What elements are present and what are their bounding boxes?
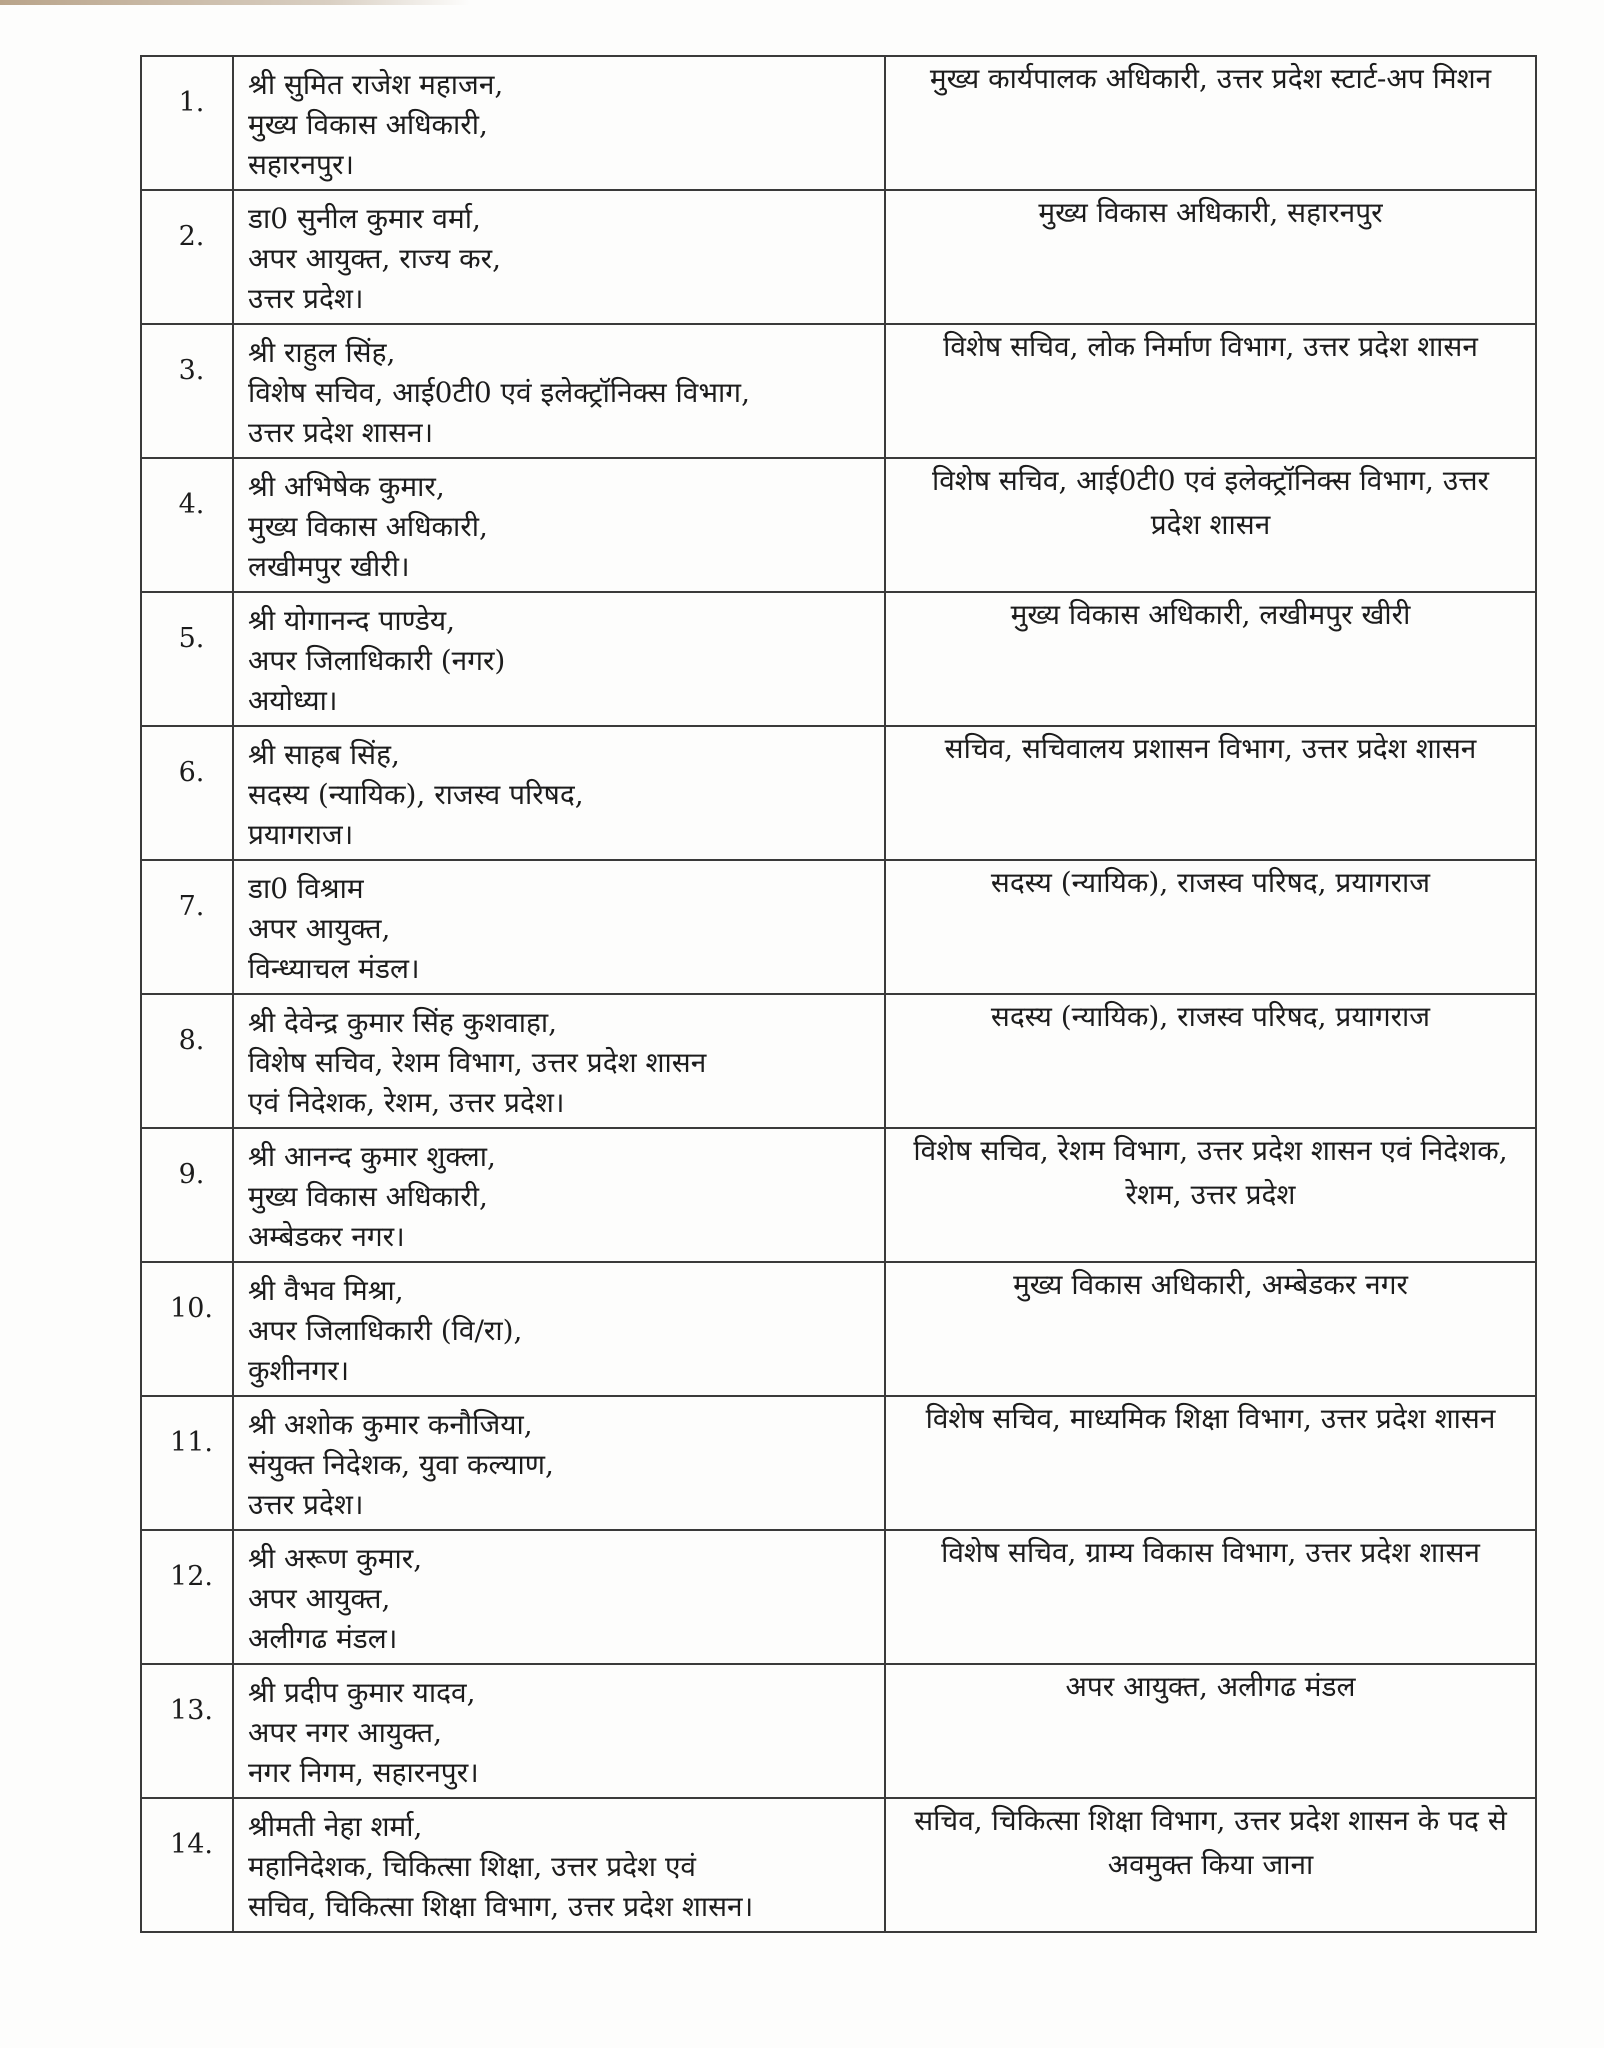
new-posting-cell: मुख्य विकास अधिकारी, सहारनपुर bbox=[885, 190, 1536, 324]
new-posting-cell: अपर आयुक्त, अलीगढ मंडल bbox=[885, 1664, 1536, 1798]
officer-line: सदस्य (न्यायिक), राजस्व परिषद, bbox=[248, 778, 584, 811]
table-row bbox=[141, 726, 1536, 860]
officer-cell bbox=[233, 994, 885, 1128]
officer-line: अपर जिलाधिकारी (नगर) bbox=[248, 644, 506, 677]
officer-line: अपर आयुक्त, राज्य कर, bbox=[248, 242, 501, 275]
officer-line: कुशीनगर। bbox=[248, 1354, 350, 1387]
officer-cell bbox=[233, 190, 885, 324]
officer-line: श्री अरूण कुमार, bbox=[248, 1542, 423, 1575]
officer-line: श्री अभिषेक कुमार, bbox=[248, 470, 445, 503]
officer-line: लखीमपुर खीरी। bbox=[248, 550, 410, 583]
officer-line: श्री साहब सिंह, bbox=[248, 738, 400, 771]
serial-number: 3. bbox=[141, 324, 233, 458]
officer-line: विशेष सचिव, आई0टी0 एवं इलेक्ट्रॉनिक्स विभाग, bbox=[248, 376, 750, 409]
officer-line: श्रीमती नेहा शर्मा, bbox=[248, 1810, 423, 1843]
table-row bbox=[141, 56, 1536, 190]
officer-line: अपर नगर आयुक्त, bbox=[248, 1716, 443, 1749]
new-posting-cell: मुख्य विकास अधिकारी, लखीमपुर खीरी bbox=[885, 592, 1536, 726]
new-posting-cell: मुख्य कार्यपालक अधिकारी, उत्तर प्रदेश स्टार्ट-अप मिशन bbox=[885, 56, 1536, 190]
officer-line: अम्बेडकर नगर। bbox=[248, 1220, 405, 1253]
officer-cell bbox=[233, 1262, 885, 1396]
officer-line: श्री अशोक कुमार कनौजिया, bbox=[248, 1408, 533, 1441]
officer-line: उत्तर प्रदेश। bbox=[248, 1488, 364, 1521]
new-posting-cell: मुख्य विकास अधिकारी, अम्बेडकर नगर bbox=[885, 1262, 1536, 1396]
officer-line: विन्ध्याचल मंडल। bbox=[248, 952, 420, 985]
officer-line: श्री योगानन्द पाण्डेय, bbox=[248, 604, 456, 637]
table-row bbox=[141, 592, 1536, 726]
serial-number: 4. bbox=[141, 458, 233, 592]
officer-line: श्री प्रदीप कुमार यादव, bbox=[248, 1676, 476, 1709]
officer-line: अयोध्या। bbox=[248, 684, 338, 717]
officer-line: उत्तर प्रदेश। bbox=[248, 282, 364, 315]
new-posting-cell: सचिव, चिकित्सा शिक्षा विभाग, उत्तर प्रदेश शासन के पद से अवमुक्त किया जाना bbox=[885, 1798, 1536, 1932]
officer-cell bbox=[233, 1530, 885, 1664]
officer-line: महानिदेशक, चिकित्सा शिक्षा, उत्तर प्रदेश एवं bbox=[248, 1850, 697, 1883]
table-row bbox=[141, 1530, 1536, 1664]
new-posting-cell: सदस्य (न्यायिक), राजस्व परिषद, प्रयागराज bbox=[885, 994, 1536, 1128]
officer-line: डा0 सुनील कुमार वर्मा, bbox=[248, 202, 481, 235]
officer-line: मुख्य विकास अधिकारी, bbox=[248, 1180, 488, 1213]
officer-line: अलीगढ मंडल। bbox=[248, 1622, 398, 1655]
officer-cell bbox=[233, 324, 885, 458]
officer-cell bbox=[233, 1396, 885, 1530]
new-posting-cell: विशेष सचिव, लोक निर्माण विभाग, उत्तर प्रदेश शासन bbox=[885, 324, 1536, 458]
serial-number: 6. bbox=[141, 726, 233, 860]
serial-number: 12. bbox=[141, 1530, 233, 1664]
officer-line: विशेष सचिव, रेशम विभाग, उत्तर प्रदेश शासन bbox=[248, 1046, 707, 1079]
new-posting-cell: विशेष सचिव, ग्राम्य विकास विभाग, उत्तर प्रदेश शासन bbox=[885, 1530, 1536, 1664]
officer-line: नगर निगम, सहारनपुर। bbox=[248, 1756, 479, 1789]
table-row bbox=[141, 1798, 1536, 1932]
officer-cell bbox=[233, 1664, 885, 1798]
new-posting-cell: सदस्य (न्यायिक), राजस्व परिषद, प्रयागराज bbox=[885, 860, 1536, 994]
serial-number: 7. bbox=[141, 860, 233, 994]
officer-line: सचिव, चिकित्सा शिक्षा विभाग, उत्तर प्रदेश शासन। bbox=[248, 1890, 754, 1923]
officer-line: उत्तर प्रदेश शासन। bbox=[248, 416, 434, 449]
new-posting-cell: विशेष सचिव, रेशम विभाग, उत्तर प्रदेश शासन एवं निदेशक, रेशम, उत्तर प्रदेश bbox=[885, 1128, 1536, 1262]
officer-cell bbox=[233, 726, 885, 860]
officer-line: प्रयागराज। bbox=[248, 818, 354, 851]
paper-edge-shadow bbox=[0, 0, 470, 5]
table-row bbox=[141, 458, 1536, 592]
table-row bbox=[141, 1396, 1536, 1530]
table-row bbox=[141, 860, 1536, 994]
serial-number: 11. bbox=[141, 1396, 233, 1530]
officer-cell bbox=[233, 458, 885, 592]
table-row bbox=[141, 1128, 1536, 1262]
officer-line: अपर जिलाधिकारी (वि/रा), bbox=[248, 1314, 523, 1347]
officer-line: डा0 विश्राम bbox=[248, 872, 364, 905]
serial-number: 10. bbox=[141, 1262, 233, 1396]
officer-line: श्री आनन्द कुमार शुक्ला, bbox=[248, 1140, 496, 1173]
serial-number: 14. bbox=[141, 1798, 233, 1932]
serial-number: 5. bbox=[141, 592, 233, 726]
officer-cell bbox=[233, 56, 885, 190]
new-posting-cell: विशेष सचिव, आई0टी0 एवं इलेक्ट्रॉनिक्स विभाग, उत्तर प्रदेश शासन bbox=[885, 458, 1536, 592]
officer-line: संयुक्त निदेशक, युवा कल्याण, bbox=[248, 1448, 554, 1481]
officer-line: सहारनपुर। bbox=[248, 148, 355, 181]
new-posting-cell: विशेष सचिव, माध्यमिक शिक्षा विभाग, उत्तर प्रदेश शासन bbox=[885, 1396, 1536, 1530]
officer-line: अपर आयुक्त, bbox=[248, 1582, 391, 1615]
officer-line: श्री देवेन्द्र कुमार सिंह कुशवाहा, bbox=[248, 1006, 558, 1039]
officer-line: मुख्य विकास अधिकारी, bbox=[248, 510, 488, 543]
serial-number: 9. bbox=[141, 1128, 233, 1262]
transfer-table-body bbox=[141, 56, 1536, 1932]
serial-number: 8. bbox=[141, 994, 233, 1128]
table-row bbox=[141, 1664, 1536, 1798]
serial-number: 2. bbox=[141, 190, 233, 324]
table-row bbox=[141, 1262, 1536, 1396]
officer-line: श्री राहुल सिंह, bbox=[248, 336, 396, 369]
table-row bbox=[141, 994, 1536, 1128]
table-row bbox=[141, 190, 1536, 324]
officer-line: श्री वैभव मिश्रा, bbox=[248, 1274, 404, 1307]
officer-line: अपर आयुक्त, bbox=[248, 912, 391, 945]
officer-cell bbox=[233, 1798, 885, 1932]
new-posting-cell: सचिव, सचिवालय प्रशासन विभाग, उत्तर प्रदेश शासन bbox=[885, 726, 1536, 860]
officer-line: श्री सुमित राजेश महाजन, bbox=[248, 68, 504, 101]
table-row bbox=[141, 324, 1536, 458]
officer-cell bbox=[233, 592, 885, 726]
officer-line: मुख्य विकास अधिकारी, bbox=[248, 108, 488, 141]
officer-line: एवं निदेशक, रेशम, उत्तर प्रदेश। bbox=[248, 1086, 565, 1119]
officer-cell bbox=[233, 1128, 885, 1262]
serial-number: 1. bbox=[141, 56, 233, 190]
officer-cell bbox=[233, 860, 885, 994]
serial-number: 13. bbox=[141, 1664, 233, 1798]
transfer-table bbox=[140, 55, 1537, 1933]
